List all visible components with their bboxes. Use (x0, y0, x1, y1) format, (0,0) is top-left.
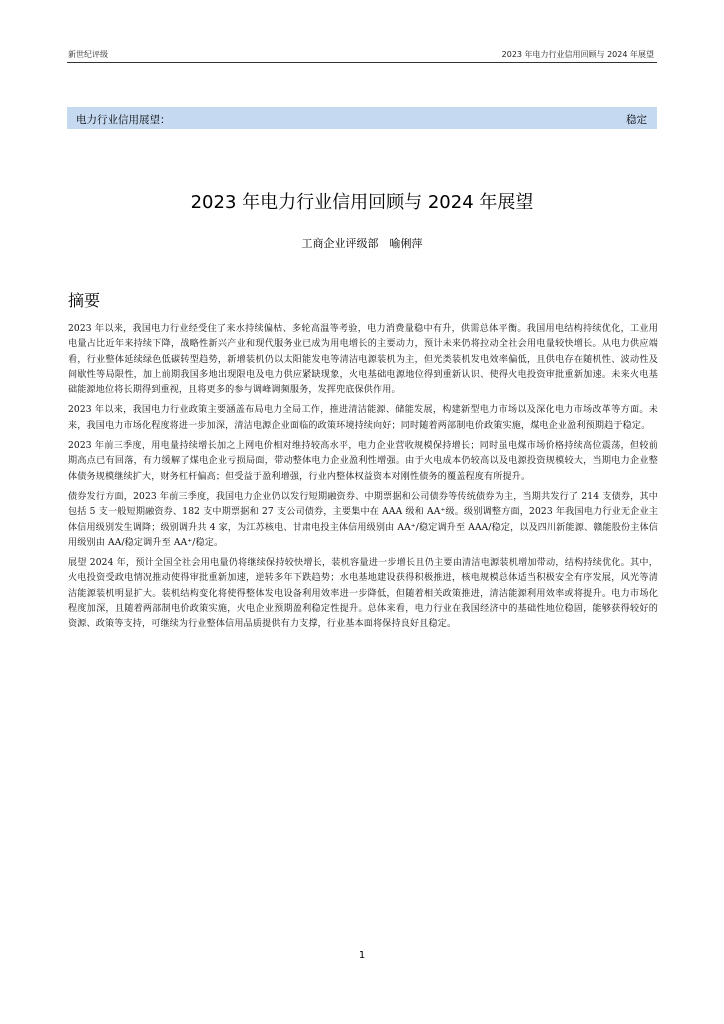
summary-body (68, 322, 658, 638)
summary-paragraph: 展望 2024 年，预计全国全社会用电量仍将继续保持较快增长，装机容量进一步增长且仍主要由清洁电源装机增加带动，结构持续优化。其中，火电投资受政电情况推动使得审批重新加速，逆转多年下跌趋势；水电基地建设获得积极推进，核电规模总体适当积极安全有序发展，风光等清洁能源装机明显扩大。装机结构变化将使得整体发电设备利用效率进一步降低，但随着相关政策推进，清洁能源利用效率或将提升。电力市场化程度加深，且随着两部制电价政策实施，火电企业预期盈利稳定性提升。总体来看，电力行业在我国经济中的基础性地位稳固，能够获得较好的资源、政策等支持，可继续为行业整体信用品质提供有力支撑，行业基本面将保持良好且稳定。 (68, 558, 658, 630)
header-report-title: 2023 年电力行业信用回顾与 2024 年展望 (501, 50, 654, 59)
outlook-label: 电力行业信用展望： (76, 114, 171, 126)
summary-paragraph: 债券发行方面，2023 年前三季度，我国电力企业仍以发行短期融资券、中期票据和公司债券等传统债券为主，当期共发行了 214 支债券，其中包括 5 支一般短期融资券、182 支中期票据和 27 支公司债券，主要集中在 AAA 级和 AA⁺级。级别调整方面，2023 年我国电力行业无企业主体信用级别发生调降；级别调升共 4 家，为江苏核电、甘肃电投主体信用级别由 AA⁺/稳定调升至 AAA/稳定，以及四川新能源、赣能股份主体信用级别由 AA/稳定调升至 AA⁺/稳定。 (68, 491, 658, 548)
document-title: 2023 年电力行业信用回顾与 2024 年展望 (190, 192, 534, 213)
outlook-banner (67, 107, 657, 129)
header-org-name: 新世纪评级 (68, 50, 108, 59)
outlook-value: 稳定 (626, 114, 647, 126)
section-heading-summary: 摘要 (68, 291, 101, 310)
author-line: 工商企业评级部 喻俐萍 (301, 237, 423, 250)
summary-paragraph: 2023 年以来，我国电力行业经受住了来水持续偏枯、多轮高温等考验，电力消费量稳中有升，供需总体平衡。我国用电结构持续优化，工业用电量占比近年来持续下降，战略性新兴产业和现代服务业已成为用电增长的主要动力，预计未来仍将拉动全社会用电量较快增长。从电力供应端看，行业整体延续绿色低碳转型趋势，新增装机仍以太阳能发电等清洁电源装机为主，但光类装机发电效率偏低，且供电存在随机性、波动性及间歇性等局限性，加上前期我国多地出现限电及电力供应紧缺现象，火电基础电源地位得到重新认识、使得火电投资审批重新加速。未来火电基础能源地位将长期得到重视，且将更多的参与调峰调频服务，发挥兜底保供作用。 (68, 324, 658, 396)
header-divider (67, 62, 657, 63)
summary-paragraph: 2023 年前三季度，用电量持续增长加之上网电价相对维持较高水平，电力企业营收规模保持增长；同时虽电煤市场价格持续高位震荡，但较前期高点已有回落，有力缓解了煤电企业亏损局面，带动整体电力企业盈利性增强。由于火电成本仍较高以及电源投资规模较大，当期电力企业整体债务规模继续扩大，财务杠杆偏高；但受益于盈利增强，行业内整体权益资本对刚性债务的覆盖程度有所提升。 (68, 441, 658, 482)
page-number: 1 (358, 950, 366, 961)
summary-paragraph: 2023 年以来，我国电力行业政策主要涵盖布局电力全局工作，推进清洁能源、储能发展，构建新型电力市场以及深化电力市场改革等方面。未来，我国电力市场化程度将进一步加深，清洁电源企业面临的政策环境持续向好；同时随着两部制电价政策实施，煤电企业盈利预期趋于稳定。 (68, 405, 658, 431)
